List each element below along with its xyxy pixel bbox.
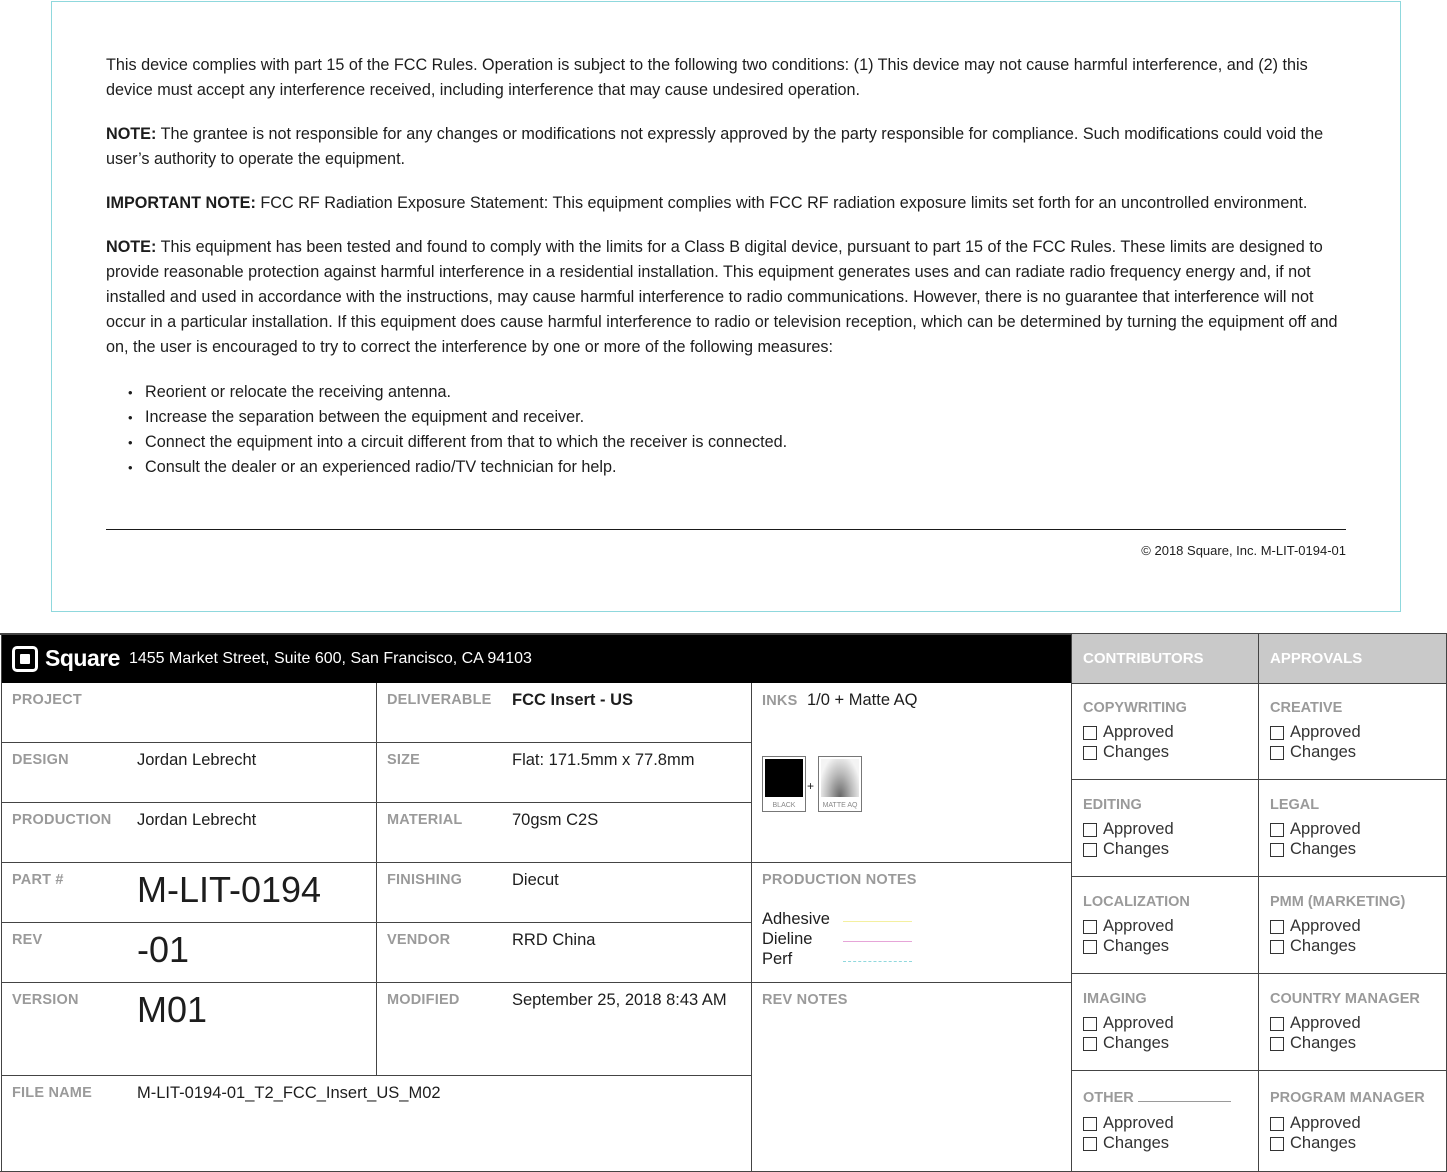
checkbox-icon[interactable] xyxy=(1270,940,1284,954)
size-value: Flat: 171.5mm x 77.8mm xyxy=(512,751,695,769)
changes-checkbox[interactable] xyxy=(1083,840,1169,859)
deliverable-value: FCC Insert - US xyxy=(512,691,634,709)
size-label: SIZE xyxy=(387,752,421,768)
approval-label: LEGAL xyxy=(1270,797,1320,813)
checkbox-label: Changes xyxy=(1290,1134,1357,1152)
checkbox-label: Approved xyxy=(1290,723,1361,741)
checkbox-icon[interactable] xyxy=(1270,920,1284,934)
fcc-text xyxy=(106,53,1346,480)
changes-checkbox[interactable] xyxy=(1270,1034,1356,1053)
contributor-copywriting xyxy=(1072,683,1258,779)
vendor-value: RRD China xyxy=(512,931,596,949)
fcc-paragraph-1 xyxy=(106,53,1346,103)
rev-value: -01 xyxy=(137,929,190,970)
part-number-label: PART # xyxy=(12,872,64,888)
vendor-label: VENDOR xyxy=(387,932,451,948)
row-divider xyxy=(1,742,751,743)
list-item: • Reorient or relocate the receiving antenna. xyxy=(128,380,1346,405)
approved-checkbox[interactable] xyxy=(1083,723,1174,742)
approval-country-manager xyxy=(1259,974,1447,1070)
version-value: M01 xyxy=(137,989,208,1030)
checkbox-label: Changes xyxy=(1290,840,1357,858)
inks-label: INKS xyxy=(762,693,798,709)
fcc-p1-text: This device complies with part 15 of the FCC Rules. Operation is subject to the following two conditions: (1) This device may not cause harmful interference, and (2) this device must accept any interference received, including interference that may cause undesired operation. xyxy=(106,56,1308,99)
approval-label: COUNTRY MANAGER xyxy=(1270,991,1420,1007)
approval-pmm-marketing xyxy=(1259,877,1447,973)
production-notes-label: PRODUCTION NOTES xyxy=(762,872,917,888)
file-name-label: FILE NAME xyxy=(12,1085,92,1101)
changes-checkbox[interactable] xyxy=(1083,743,1169,762)
swatch-caption: MATTE AQ xyxy=(822,802,858,809)
measures-list xyxy=(128,380,1346,480)
square-logo-icon xyxy=(12,646,38,672)
fcc-paragraph-4 xyxy=(106,235,1346,360)
checkbox-icon[interactable] xyxy=(1270,1017,1284,1031)
checkbox-icon[interactable] xyxy=(1083,823,1097,837)
company-address: 1455 Market Street, Suite 600, San Francisco, CA 94103 xyxy=(128,649,532,667)
approved-checkbox[interactable] xyxy=(1270,917,1361,936)
changes-checkbox[interactable] xyxy=(1270,840,1356,859)
design-label: DESIGN xyxy=(12,752,69,768)
checkbox-icon[interactable] xyxy=(1083,940,1097,954)
modified-label: MODIFIED xyxy=(387,992,460,1008)
checkbox-label: Approved xyxy=(1290,1114,1361,1132)
legend-perf: Perf xyxy=(762,950,793,968)
design-value: Jordan Lebrecht xyxy=(137,751,257,769)
job-ticket xyxy=(0,633,1447,1172)
checkbox-icon[interactable] xyxy=(1270,1037,1284,1051)
ink-swatch-black xyxy=(762,756,806,812)
contributor-label: IMAGING xyxy=(1083,991,1147,1007)
changes-checkbox[interactable] xyxy=(1083,1134,1169,1153)
contributor-other xyxy=(1072,1071,1258,1171)
checkbox-label: Changes xyxy=(1103,937,1170,955)
checkbox-icon[interactable] xyxy=(1083,1137,1097,1151)
finishing-label: FINISHING xyxy=(387,872,463,888)
checkbox-icon[interactable] xyxy=(1083,1017,1097,1031)
material-label: MATERIAL xyxy=(387,812,463,828)
part-number-value: M-LIT-0194 xyxy=(137,869,322,910)
contributor-label: COPYWRITING xyxy=(1083,700,1187,716)
copyright-text: © 2018 Square, Inc. M-LIT-0194-01 xyxy=(1141,543,1346,558)
changes-checkbox[interactable] xyxy=(1270,743,1356,762)
contributor-other-text: OTHER xyxy=(1083,1090,1134,1106)
version-label: VERSION xyxy=(12,992,79,1008)
contributor-label xyxy=(1083,1090,1231,1106)
checkbox-icon[interactable] xyxy=(1083,746,1097,760)
checkbox-label: Approved xyxy=(1103,1114,1174,1132)
rev-notes-label: REV NOTES xyxy=(762,992,848,1008)
inks-value: 1/0 + Matte AQ xyxy=(807,691,918,709)
checkbox-label: Approved xyxy=(1103,723,1174,741)
approved-checkbox[interactable] xyxy=(1083,820,1174,839)
divider xyxy=(106,529,1346,530)
checkbox-label: Changes xyxy=(1103,1034,1170,1052)
finishing-value: Diecut xyxy=(512,871,559,889)
adhesive-line xyxy=(843,921,912,922)
checkbox-label: Approved xyxy=(1290,917,1361,935)
checkbox-icon[interactable] xyxy=(1083,726,1097,740)
checkbox-label: Changes xyxy=(1290,743,1357,761)
row-divider xyxy=(1,802,751,803)
fcc-p3-text: FCC RF Radiation Exposure Statement: This equipment complies with FCC RF radiation exposure limits set forth for an uncontrolled environment. xyxy=(255,194,1308,212)
checkbox-icon[interactable] xyxy=(1083,920,1097,934)
changes-checkbox[interactable] xyxy=(1083,1034,1169,1053)
perf-line xyxy=(843,961,912,962)
column-divider xyxy=(751,683,752,1172)
approval-program-manager xyxy=(1259,1071,1447,1171)
rev-label: REV xyxy=(12,932,43,948)
brand-name: Square xyxy=(45,645,120,671)
row-divider xyxy=(1,862,1071,863)
checkbox-label: Approved xyxy=(1290,1014,1361,1032)
checkbox-icon[interactable] xyxy=(1083,1037,1097,1051)
checkbox-icon[interactable] xyxy=(1270,746,1284,760)
checkbox-icon[interactable] xyxy=(1270,1117,1284,1131)
approval-label: PMM (MARKETING) xyxy=(1270,894,1406,910)
swatch-caption: BLACK xyxy=(772,802,796,809)
checkbox-icon[interactable] xyxy=(1083,843,1097,857)
checkbox-label: Changes xyxy=(1290,1034,1357,1052)
approved-checkbox[interactable] xyxy=(1270,723,1361,742)
approved-checkbox[interactable] xyxy=(1083,917,1174,936)
checkbox-label: Approved xyxy=(1103,917,1174,935)
checkbox-label: Changes xyxy=(1290,937,1357,955)
approval-label: PROGRAM MANAGER xyxy=(1270,1090,1425,1106)
checkbox-icon[interactable] xyxy=(1270,843,1284,857)
approval-legal xyxy=(1259,780,1447,876)
legend-dieline: Dieline xyxy=(762,930,813,948)
list-item: • Consult the dealer or an experienced radio/TV technician for help. xyxy=(128,455,1346,480)
checkbox-label: Changes xyxy=(1103,1134,1170,1152)
row-divider xyxy=(1,982,1071,983)
important-note-label: IMPORTANT NOTE: xyxy=(106,194,256,212)
production-value: Jordan Lebrecht xyxy=(137,811,257,829)
approved-checkbox[interactable] xyxy=(1270,820,1361,839)
checkbox-label: Approved xyxy=(1103,820,1174,838)
list-item: • Connect the equipment into a circuit different from that to which the receiver is connected. xyxy=(128,430,1346,455)
deliverable-label: DELIVERABLE xyxy=(387,692,492,708)
fcc-paragraph-2 xyxy=(106,122,1346,172)
checkbox-icon[interactable] xyxy=(1083,1117,1097,1131)
approved-checkbox[interactable] xyxy=(1083,1114,1174,1133)
checkbox-icon[interactable] xyxy=(1270,726,1284,740)
row-divider xyxy=(1,922,751,923)
legend-adhesive: Adhesive xyxy=(762,910,830,928)
checkbox-label: Changes xyxy=(1103,743,1170,761)
approved-checkbox[interactable] xyxy=(1083,1014,1174,1033)
approved-checkbox[interactable] xyxy=(1270,1014,1361,1033)
project-label: PROJECT xyxy=(12,692,82,708)
dieline-line xyxy=(843,941,912,942)
checkbox-label: Approved xyxy=(1103,1014,1174,1032)
checkbox-icon[interactable] xyxy=(1270,823,1284,837)
fcc-paragraph-3 xyxy=(106,191,1346,216)
checkbox-label: Approved xyxy=(1290,820,1361,838)
table-border xyxy=(0,633,1072,635)
ticket-header xyxy=(1,634,1071,683)
changes-checkbox[interactable] xyxy=(1270,937,1356,956)
contributor-localization xyxy=(1072,877,1258,973)
fcc-p2-text: The grantee is not responsible for any changes or modifications not expressly approved by the party responsible for compliance. Such modifications could void the user’s authority to operate the equipment. xyxy=(106,125,1324,168)
table-border xyxy=(1071,633,1447,634)
contributor-imaging xyxy=(1072,974,1258,1070)
note-label: NOTE: xyxy=(106,238,157,256)
contributors-header: CONTRIBUTORS xyxy=(1072,633,1258,683)
contributor-label: LOCALIZATION xyxy=(1083,894,1190,910)
swatch-plus: + xyxy=(807,779,815,793)
contributor-label: EDITING xyxy=(1083,797,1142,813)
changes-checkbox[interactable] xyxy=(1083,937,1169,956)
other-blank-line[interactable] xyxy=(1138,1090,1231,1102)
production-label: PRODUCTION xyxy=(12,812,112,828)
list-item: • Increase the separation between the equipment and receiver. xyxy=(128,405,1346,430)
checkbox-label: Changes xyxy=(1103,840,1170,858)
material-value: 70gsm C2S xyxy=(512,811,599,829)
changes-checkbox[interactable] xyxy=(1270,1134,1356,1153)
approval-label: CREATIVE xyxy=(1270,700,1343,716)
modified-value: September 25, 2018 8:43 AM xyxy=(512,991,727,1009)
ink-swatch-matte-aq xyxy=(818,756,862,812)
table-border xyxy=(1,633,2,1172)
approved-checkbox[interactable] xyxy=(1270,1114,1361,1133)
row-divider xyxy=(1,1075,751,1076)
checkbox-icon[interactable] xyxy=(1270,1137,1284,1151)
contributor-editing xyxy=(1072,780,1258,876)
fcc-p4-text: This equipment has been tested and found to comply with the limits for a Class B digital device, pursuant to part 15 of the FCC Rules. These limits are designed to provide reasonable protection against harmful interference in a residential installation. This equipment generates uses and can radiate radio frequency energy and, if not installed and used in accordance with the instructions, may cause harmful interference to radio communications. However, there is no guarantee that interference will not occur in a particular installation. If this equipment does cause harmful interference to radio or television reception, which can be determined by turning the equipment off and on, the user is encouraged to try to correct the interference by one or more of the following measures: xyxy=(106,238,1338,356)
file-name-value: M-LIT-0194-01_T2_FCC_Insert_US_M02 xyxy=(137,1084,441,1102)
note-label: NOTE: xyxy=(106,125,157,143)
approvals-header: APPROVALS xyxy=(1259,633,1447,683)
approval-creative xyxy=(1259,683,1447,779)
